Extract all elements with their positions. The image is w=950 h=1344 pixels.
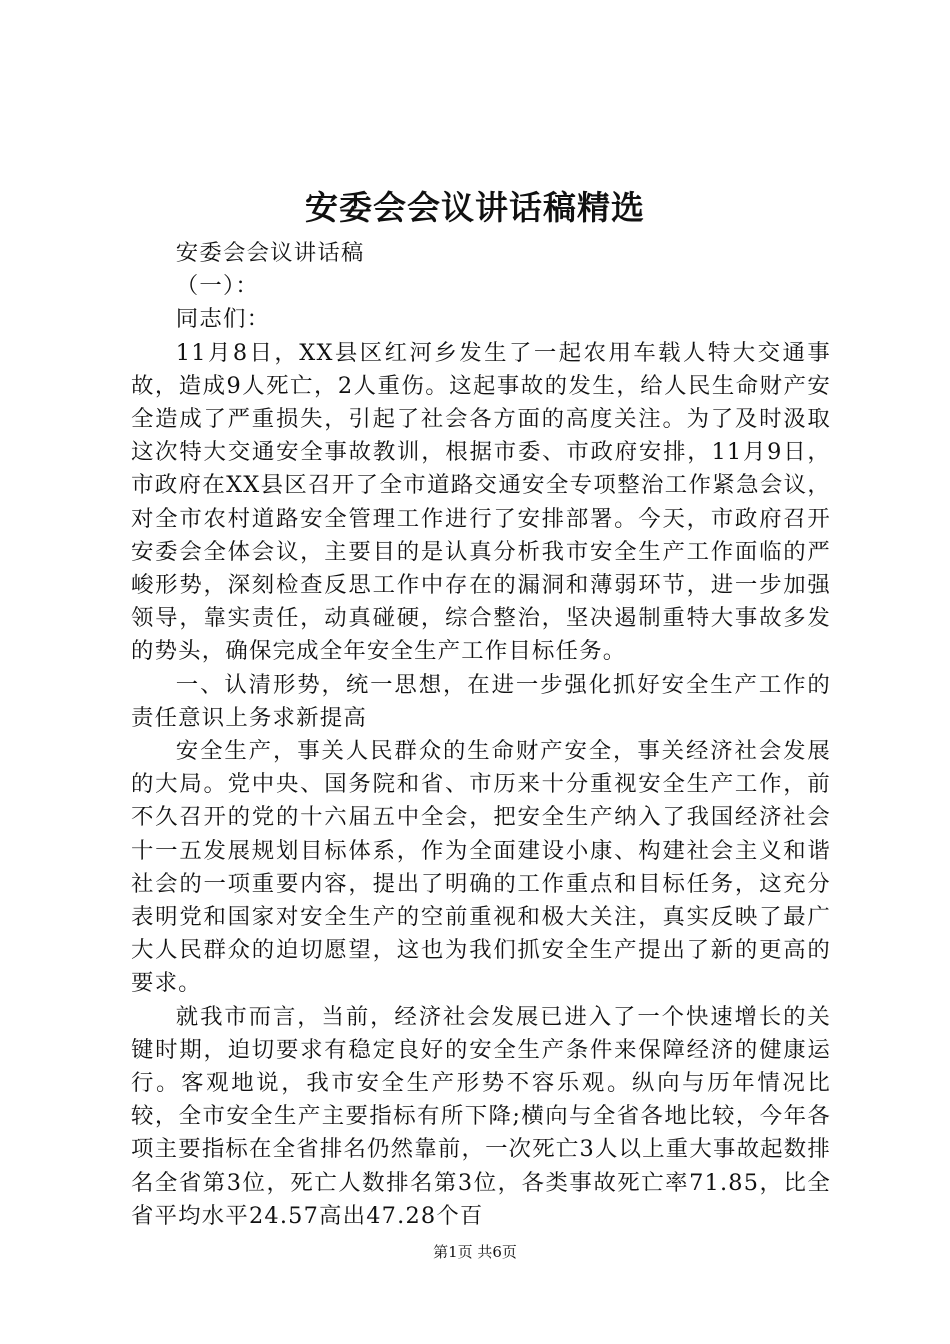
page-footer: 第1页 共6页: [433, 1243, 517, 1261]
subtitle-paragraph: 安委会会议讲话稿: [175, 240, 365, 266]
body-paragraph: 11月8日，XX县区红河乡发生了一起农用车载人特大交通事故，造成9人死亡，2人重伤。这起事故的发生，给人民生命财产安全造成了严重损失，引起了社会各方面的高度关注。为了及时汲取这次特大交通安全事故教训，根据市委、市政府安排，11月9日，市政府在XX县区召开了全市道路交通安全专项整治工作紧急会议，对全市农村道路安全管理工作进行了安排部署。今天，市政府召开安委会全体会议，主要目的是认真分析我市安全生产工作面临的严峻形势，深刻检查反思工作中存在的漏洞和薄弱环节，进一步加强领导，靠实责任，动真碰硬，综合整治，坚决遏制重特大事故多发的势头，确保完成全年安全生产工作目标任务。: [131, 339, 831, 665]
section-heading-paragraph: 一、认清形势，统一思想，在进一步强化抓好安全生产工作的责任意识上务求新提高: [131, 671, 831, 731]
body-paragraph: 就我市而言，当前，经济社会发展已进入了一个快速增长的关键时期，迫切要求有稳定良好的安全生产条件来保障经济的健康运行。客观地说，我市安全生产形势不容乐观。纵向与历年情况比较，全市安全生产主要指标有所下降;横向与全省各地比较，今年各项主要指标在全省排名仍然靠前，一次死亡3人以上重大事故起数排名全省第3位，死亡人数排名第3位，各类事故死亡率71.85，比全省平均水平24.57高出47.28个百: [131, 1003, 831, 1229]
body-paragraph: 安全生产，事关人民群众的生命财产安全，事关经济社会发展的大局。党中央、国务院和省、市历来十分重视安全生产工作，前不久召开的党的十六届五中全会，把安全生产纳入了我国经济社会十一五发展规划目标体系，作为全面建设小康、构建社会主义和谐社会的一项重要内容，提出了明确的工作重点和目标任务，这充分表明党和国家对安全生产的空前重视和极大关注，真实反映了最广大人民群众的迫切愿望，这也为我们抓安全生产提出了新的更高的要求。: [131, 738, 831, 997]
document-body: [131, 237, 831, 1233]
section-number-paragraph: （一）：: [175, 273, 259, 300]
document-title: 安委会会议讲话稿精选: [305, 188, 645, 227]
salutation-paragraph: 同志们：: [175, 306, 271, 333]
